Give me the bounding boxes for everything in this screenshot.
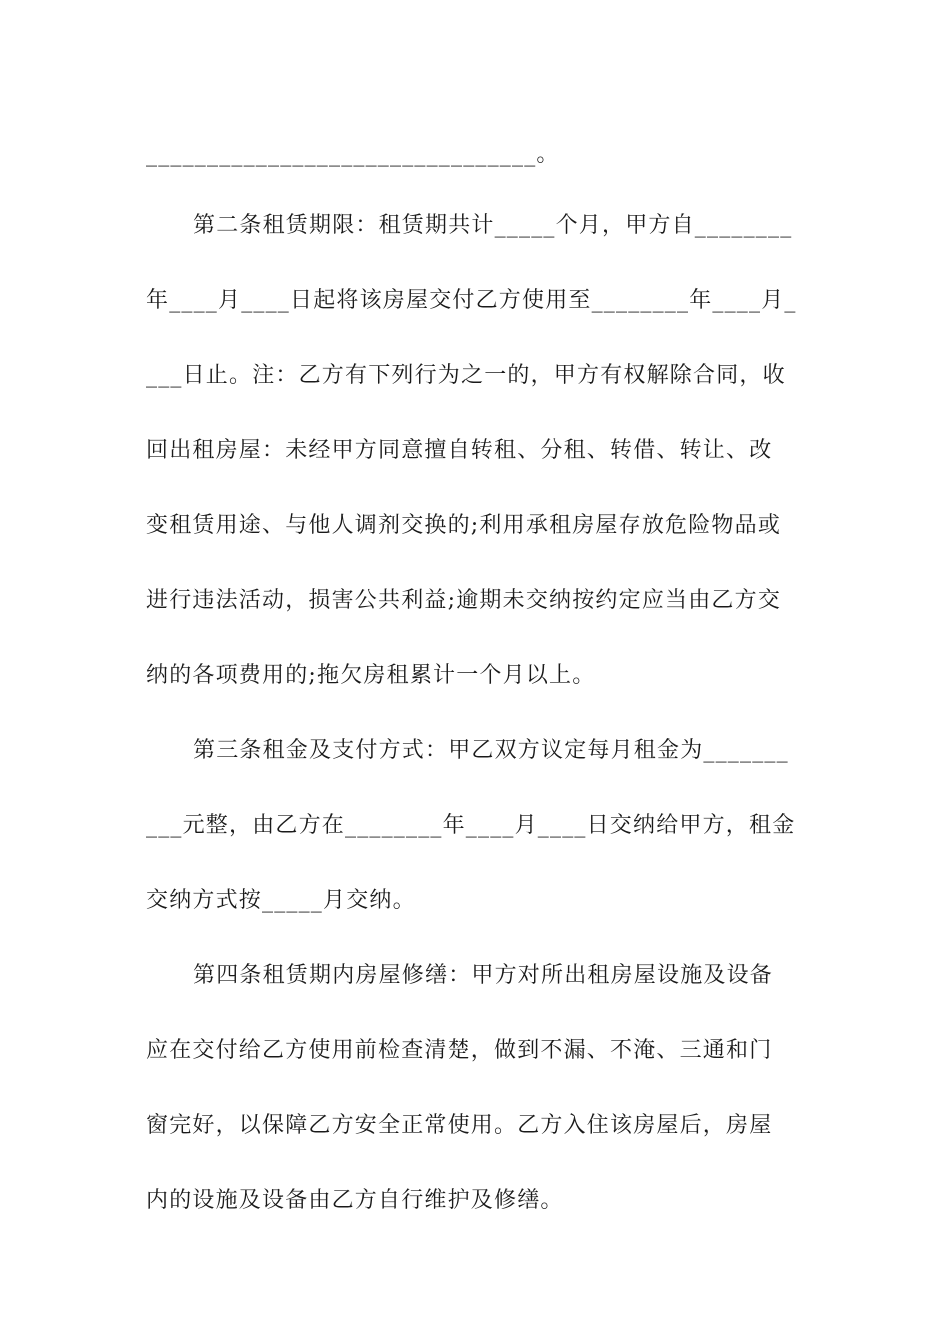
paragraph-article-2-line: 进行违法活动，损害公共利益;逾期未交纳按约定应当由乙方交	[146, 588, 782, 613]
paragraph-article-4-line: 应在交付给乙方使用前检查清楚，做到不漏、不淹、三通和门	[146, 1038, 773, 1063]
paragraph-article-3-line: 交纳方式按_____月交纳。	[146, 888, 416, 913]
paragraph-article-2-line: 回出租房屋：未经甲方同意擅自转租、分租、转借、转让、改	[146, 438, 773, 463]
paragraph-article-2-line: 第二条租赁期限：租赁期共计_____个月，甲方自________	[193, 213, 793, 238]
paragraph-article-2-line: 年____月____日起将该房屋交付乙方使用至________年____月_	[146, 288, 797, 313]
paragraph-article-4-line: 内的设施及设备由乙方自行维护及修缮。	[146, 1188, 564, 1213]
paragraph-article-4-line: 第四条租赁期内房屋修缮：甲方对所出租房屋设施及设备	[193, 963, 774, 988]
paragraph-article-2-line: 变租赁用途、与他人调剂交换的;利用承租房屋存放危险物品或	[146, 513, 782, 538]
paragraph-article-4-line: 窗完好，以保障乙方安全正常使用。乙方入住该房屋后，房屋	[146, 1113, 773, 1138]
paragraph-article-2-line: 纳的各项费用的;拖欠房租累计一个月以上。	[146, 663, 596, 688]
text-line: ________________________________。	[146, 142, 560, 167]
paragraph-article-3-line: 第三条租金及支付方式：甲乙双方议定每月租金为_______	[193, 738, 789, 763]
paragraph-article-2-line: ___日止。注：乙方有下列行为之一的，甲方有权解除合同，收	[146, 363, 786, 388]
paragraph-article-3-line: ___元整，由乙方在________年____月____日交纳给甲方，租金	[146, 813, 796, 838]
